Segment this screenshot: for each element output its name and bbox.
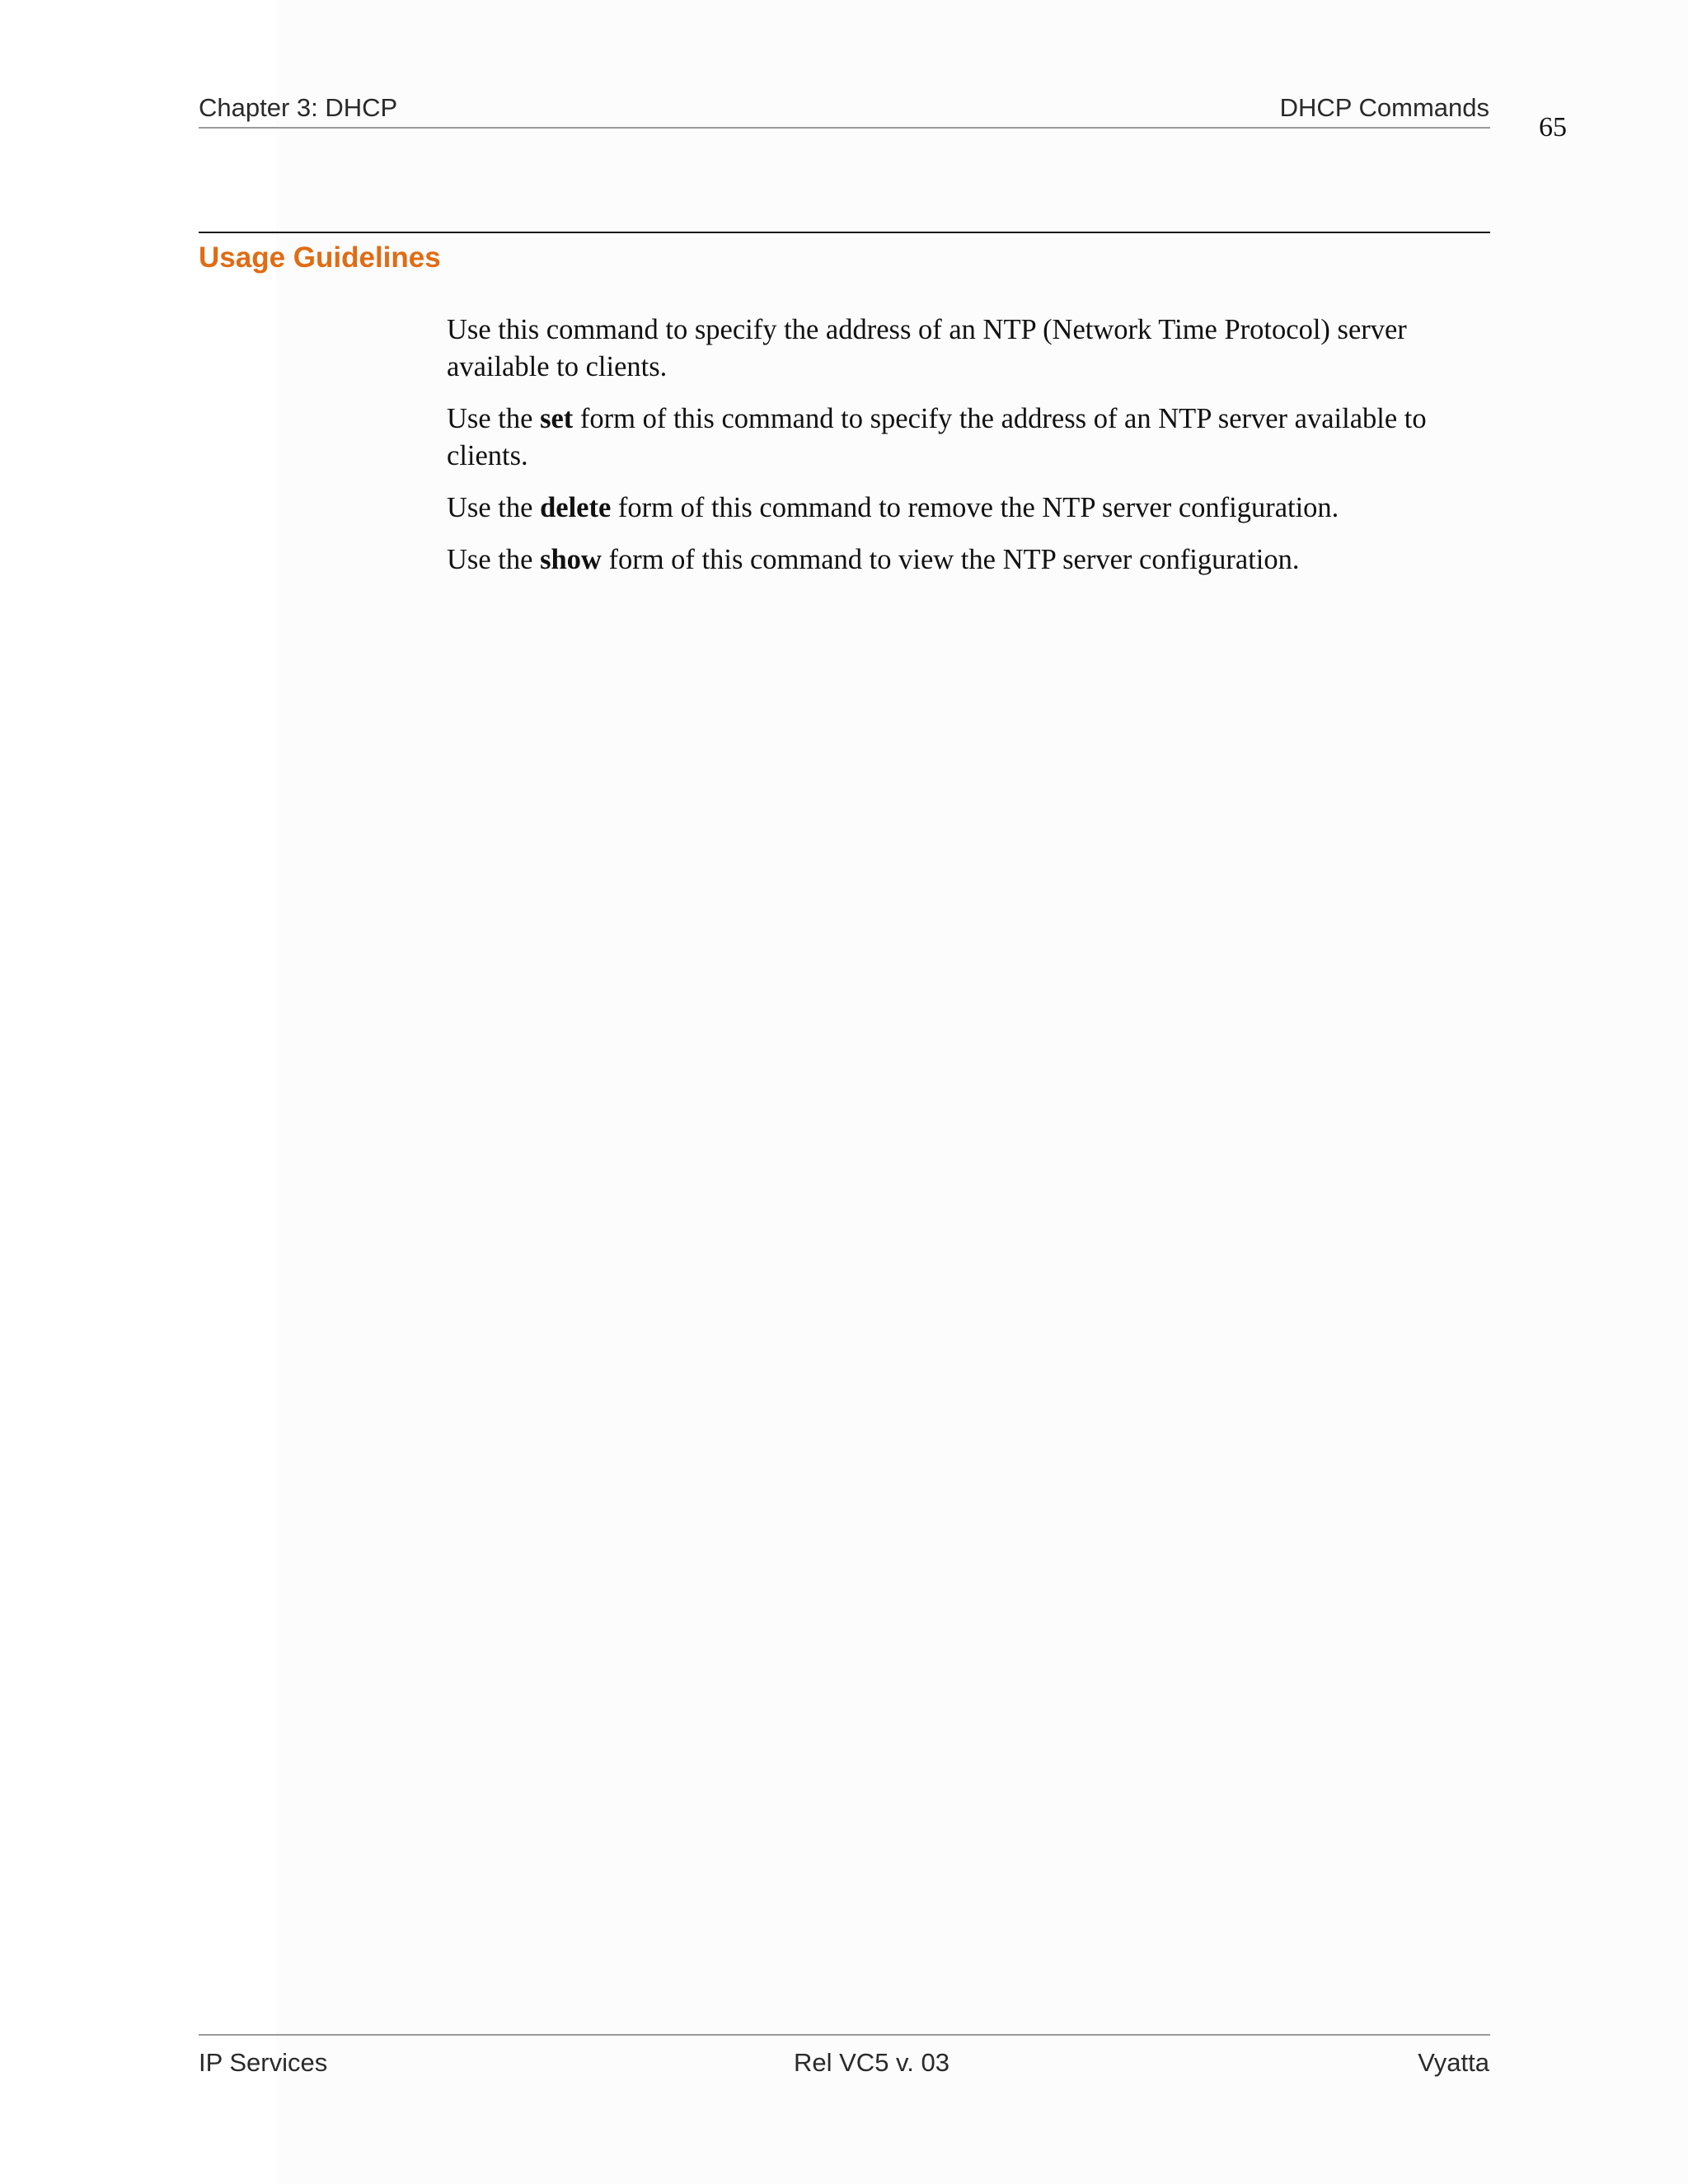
paragraph-4: [447, 541, 1493, 579]
set-keyword: set: [540, 403, 574, 434]
paragraph-2-pre: Use the: [447, 403, 541, 434]
header-chapter: Chapter 3: DHCP: [199, 93, 398, 122]
section-heading: Usage Guidelines: [199, 241, 441, 274]
footer-product: IP Services: [199, 2048, 328, 2077]
footer-release: Rel VC5 v. 03: [794, 2048, 950, 2077]
paragraph-3-pre: Use the: [447, 492, 541, 523]
paragraph-4-post: form of this command to view the NTP server configuration.: [601, 544, 1300, 575]
usage-guidelines-body: [447, 312, 1493, 593]
section-divider: [199, 232, 1490, 233]
show-keyword: show: [540, 544, 602, 575]
delete-keyword: delete: [540, 492, 612, 523]
paragraph-2: [447, 401, 1493, 475]
paragraph-1: [447, 312, 1493, 386]
header-section: DHCP Commands: [1279, 93, 1489, 122]
paragraph-4-pre: Use the: [447, 544, 541, 575]
paragraph-2-post: form of this command to specify the address of an NTP server available to clients.: [447, 403, 1427, 471]
paragraph-1-text: Use this command to specify the address of an NTP (Network Time Protocol) server available to clients.: [447, 314, 1407, 382]
page-number: 65: [1539, 112, 1567, 143]
footer-company: Vyatta: [1418, 2048, 1489, 2077]
paragraph-3-post: form of this command to remove the NTP server configuration.: [611, 492, 1339, 523]
paragraph-3: [447, 490, 1493, 527]
header-divider: [199, 127, 1490, 129]
footer-divider: [199, 2034, 1490, 2036]
